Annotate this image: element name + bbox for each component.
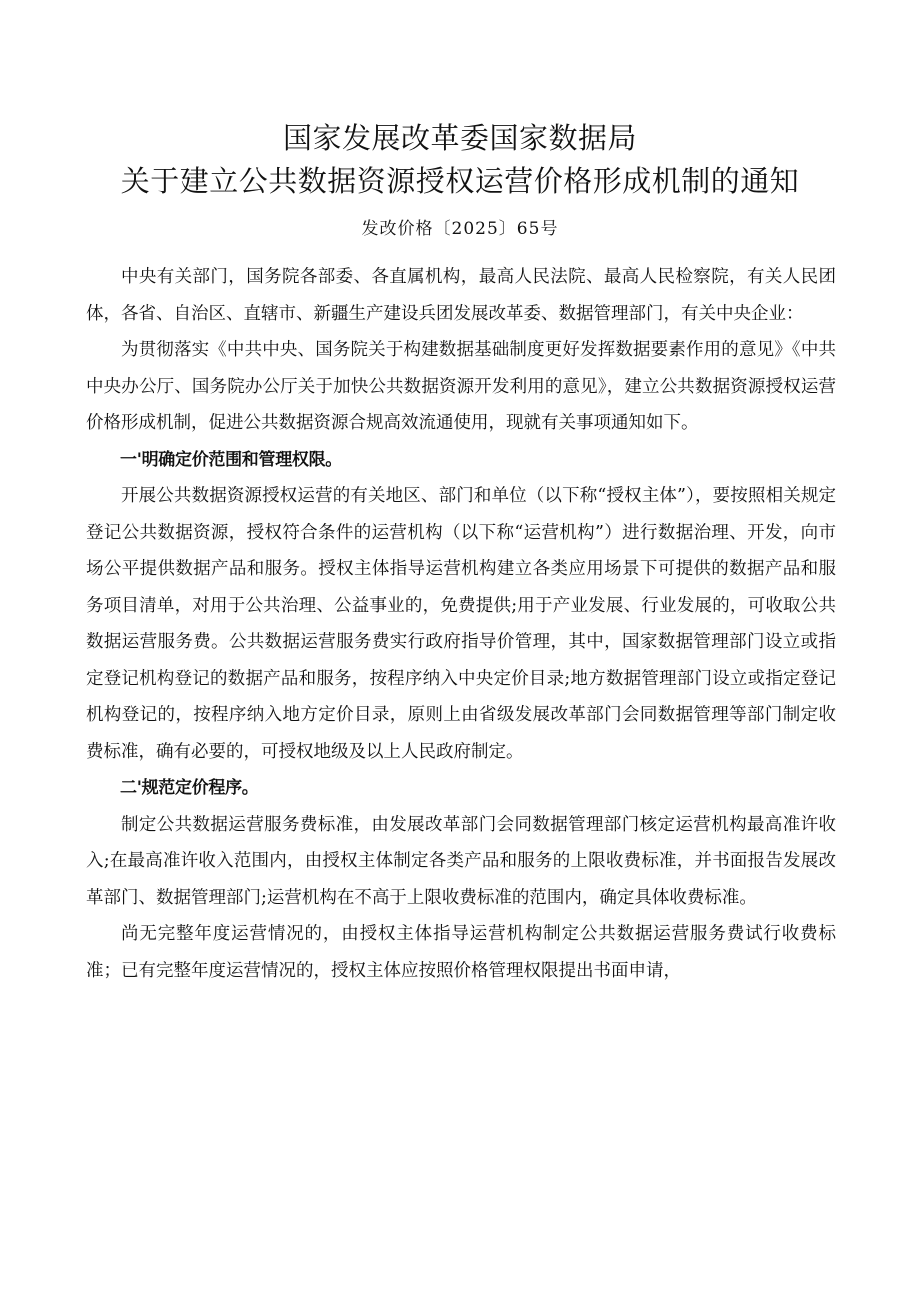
document-body	[86, 259, 836, 989]
document-title-line2: 关于建立公共数据资源授权运营价格形成机制的通知	[120, 164, 800, 198]
addressee-paragraph: 中央有关部门，国务院各部委、各直属机构，最高人民法院、最高人民检察院，有关人民团体，各省、自治区、直辖市、新疆生产建设兵团发展改革委、数据管理部门，有关中央企业：	[86, 267, 836, 324]
document-title-line1: 国家发展改革委国家数据局	[282, 121, 637, 155]
document-number: 发改价格〔2025〕65号	[361, 219, 559, 239]
section2-paragraph-1: 制定公共数据运营服务费标准，由发展改革部门会同数据管理部门核定运营机构最高准许收入;在最高准许收入范围内，由授权主体制定各类产品和服务的上限收费标准，并书面报告发展改革部门、数据管理部门;运营机构在不高于上限收费标准的范围内，确定具体收费标准。	[86, 814, 836, 908]
section2-heading: 二'规范定价程序。	[120, 778, 259, 798]
section1-heading: 一'明确定价范围和管理权限。	[120, 449, 343, 470]
section2-paragraph-2: 尚无完整年度运营情况的，由授权主体指导运营机构制定公共数据运营服务费试行收费标准；已有完整年度运营情况的，授权主体应按照价格管理权限提出书面申请，	[86, 924, 836, 981]
section1-paragraph: 开展公共数据资源授权运营的有关地区、部门和单位（以下称“授权主体”），要按照相关规定登记公共数据资源，授权符合条件的运营机构（以下称“运营机构”）进行数据治理、开发，向市场公平提供数据产品和服务。授权主体指导运营机构建立各类应用场景下可提供的数据产品和服务项目清单，对用于公共治理、公益事业的，免费提供;用于产业发展、行业发展的，可收取公共数据运营服务费。公共数据运营服务费实行政府指导价管理，其中，国家数据管理部门设立或指定登记机构登记的数据产品和服务，按程序纳入中央定价目录;地方数据管理部门设立或指定登记机构登记的，按程序纳入地方定价目录，原则上由省级发展改革部门会同数据管理等部门制定收费标准，确有必要的，可授权地级及以上人民政府制定。	[86, 486, 836, 762]
intro-paragraph: 为贯彻落实《中共中央、国务院关于构建数据基础制度更好发挥数据要素作用的意见》《中共中央办公厅、国务院办公厅关于加快公共数据资源开发利用的意见》，建立公共数据资源授权运营价格形成机制，促进公共数据资源合规高效流通使用，现就有关事项通知如下。	[86, 340, 836, 433]
